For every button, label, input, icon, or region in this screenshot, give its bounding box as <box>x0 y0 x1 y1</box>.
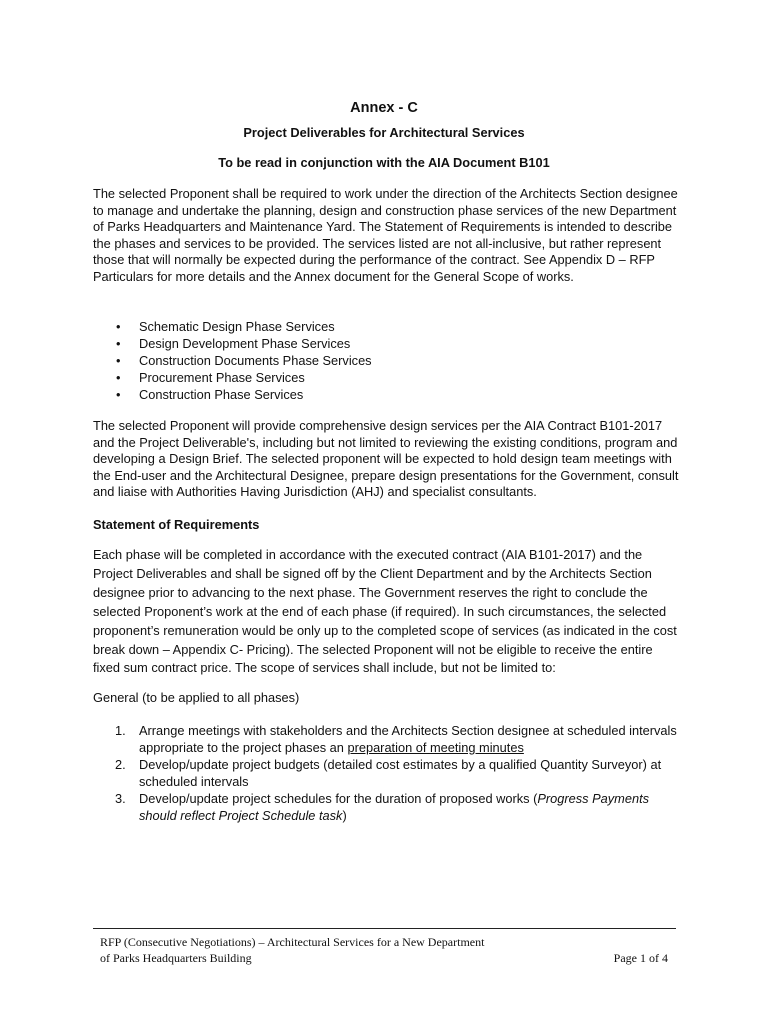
page-footer <box>100 935 670 966</box>
statement-paragraph: Each phase will be completed in accordance with the executed contract (AIA B101-2017) and the Project Deliverables and shall be signed off by the Client Department and by the Architects Section designee prior to advancing to the next phase. The Government reserves the right to conclude the selected Proponent’s work at the end of each phase (if required). In such circumstances, the selected proponent’s remuneration would be only up to the completed scope of services (as indicated in the cost break down – Appendix C- Pricing). The selected Proponent will not be eligible to receive the entire fixed sum contract price. The scope of services shall include, but not be limited to: <box>93 547 677 676</box>
footer-divider <box>93 928 676 929</box>
list-item: • Schematic Design Phase Services <box>116 319 335 334</box>
list-item: • Design Development Phase Services <box>116 336 351 351</box>
bullet-icon: • <box>116 336 121 351</box>
list-item: • Construction Documents Phase Services <box>116 353 372 368</box>
list-item: • Procurement Phase Services <box>116 370 305 385</box>
annex-title: Annex - C <box>350 100 418 116</box>
page-number: Page 1 of 4 <box>613 950 668 965</box>
list-item: 1. Arrange meetings with stakeholders and the Architects Section designee at scheduled intervals appropriate to the project phases an preparation of meeting minutes <box>115 723 677 755</box>
statement-heading: Statement of Requirements <box>93 517 260 532</box>
list-item: 3. Develop/update project schedules for the duration of proposed works (Progress Payments should reflect Project Schedule task) <box>115 791 650 823</box>
footer-line-2: of Parks Headquarters Building <box>100 950 252 965</box>
read-note: To be read in conjunction with the AIA Document B101 <box>218 155 550 170</box>
intro-paragraph: The selected Proponent shall be required to work under the direction of the Architects Section designee to manage and undertake the planning, design and construction phase services of the new Department of Parks Headquarters and Maintenance Yard. The Statement of Requirements is intended to describe the phases and services to be provided. The services listed are not all-inclusive, but rather represent those that will normally be expected during the performance of the contract. See Appendix D – RFP Particulars for more details and the Annex document for the General Scope of works. <box>93 186 678 284</box>
services-paragraph: The selected Proponent will provide comprehensive design services per the AIA Contract B101-2017 and the Project Deliverable's, including but not limited to reviewing the existing conditions, program and developing a Design Brief. The selected proponent will be expected to hold design team meetings with the End-user and the Architectural Designee, prepare design presentations for the Government, consult and liaise with Authorities Having Jurisdiction (AHJ) and specialist consultants. <box>93 418 679 500</box>
bullet-icon: • <box>116 353 121 368</box>
requirements-list <box>93 722 681 824</box>
phase-list <box>93 318 372 403</box>
bullet-icon: • <box>116 319 121 334</box>
list-item: 2. Develop/update project budgets (detailed cost estimates by a qualified Quantity Surveyor) at scheduled intervals <box>115 757 662 789</box>
bullet-icon: • <box>116 387 121 402</box>
list-item: • Construction Phase Services <box>116 387 304 402</box>
bullet-icon: • <box>116 370 121 385</box>
meeting-minutes-link-text: preparation of meeting minutes <box>347 740 524 755</box>
general-heading: General (to be applied to all phases) <box>93 690 300 705</box>
footer-line-1: RFP (Consecutive Negotiations) – Architectural Services for a New Department <box>100 935 485 949</box>
document-subtitle: Project Deliverables for Architectural Services <box>243 125 525 140</box>
